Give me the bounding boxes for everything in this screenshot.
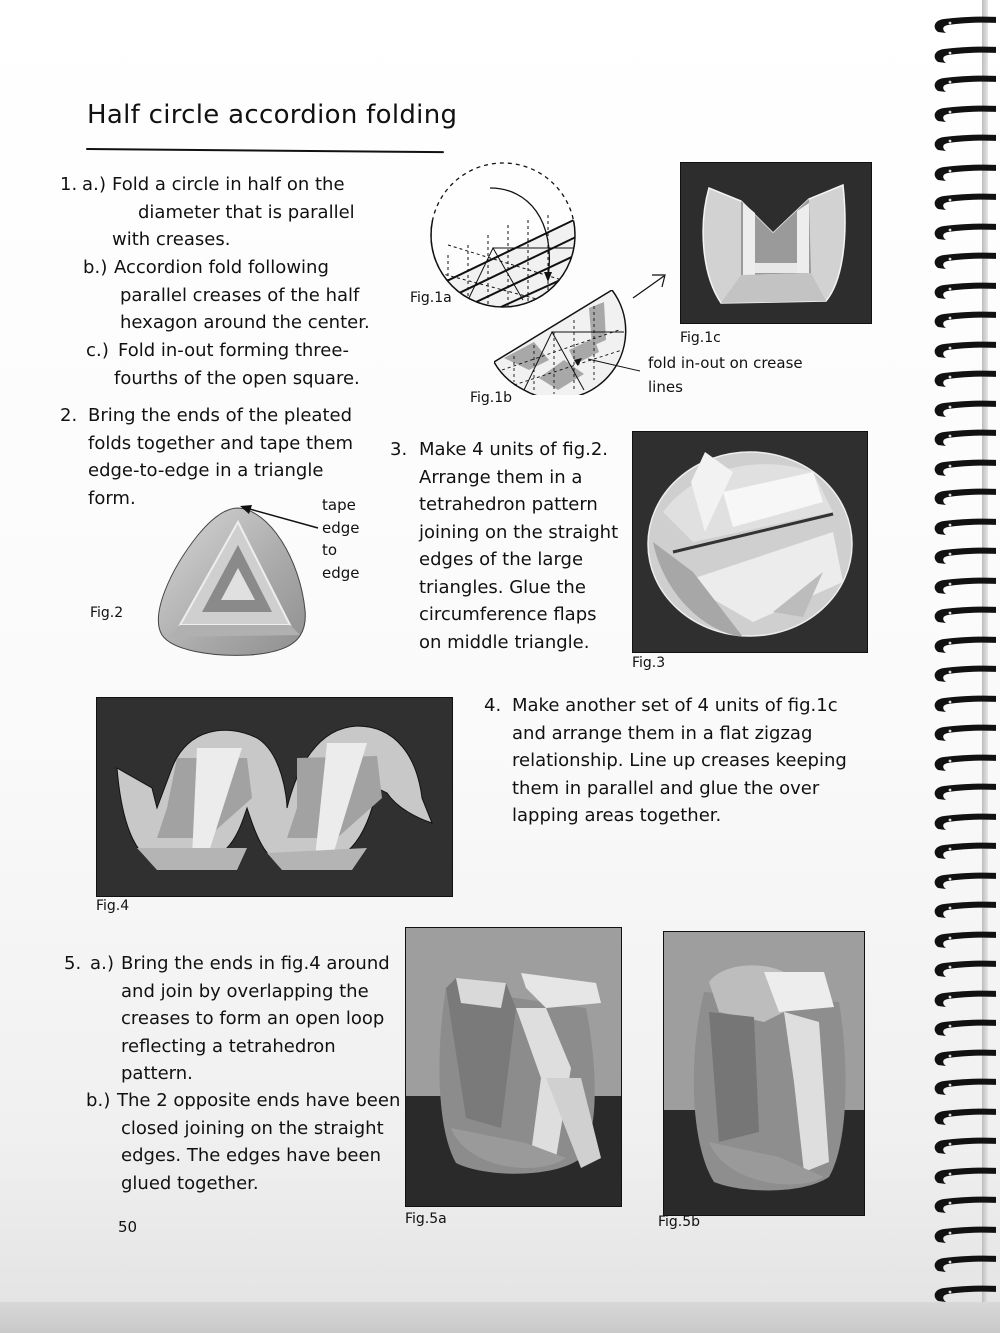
spiral-coil-icon <box>930 516 996 536</box>
figure-1c-photo <box>680 162 872 324</box>
spiral-coil-icon <box>930 427 996 447</box>
figure-1b-caption: Fig.1b <box>470 390 513 406</box>
spiral-coil-icon <box>930 486 996 506</box>
sub-label: a.) <box>90 953 115 974</box>
step-2-text: Bring the ends of the pleated folds together and tape them edge-to-edge in a triangle form. <box>88 405 354 509</box>
spiral-coil-icon <box>930 693 996 713</box>
spiral-coil-icon <box>930 929 996 949</box>
page-number: 50 <box>118 1218 138 1236</box>
spiral-coil-icon <box>930 250 996 270</box>
step-5a-text: Bring the ends in fig.4 around and join by overlapping the creases to form an open loop reflecting a tetrahedron pattern. <box>121 953 390 1084</box>
spiral-coil-icon <box>930 457 996 477</box>
figure-2-caption: Fig.2 <box>90 605 124 621</box>
figure-1b-diagram <box>494 290 629 395</box>
figure-5b-photo <box>663 931 865 1216</box>
spiral-coil-icon <box>930 309 996 329</box>
spiral-coil-icon <box>930 1076 996 1096</box>
spiral-coil-icon <box>930 191 996 211</box>
spiral-coil-icon <box>930 870 996 890</box>
step-1b-text: Accordion fold following parallel creases of the half hexagon around the center. <box>114 257 370 333</box>
pointer-line <box>586 355 642 375</box>
spiral-coil-icon <box>930 575 996 595</box>
figure-1c-annotation: fold in-out on crease lines <box>648 354 803 396</box>
page-bottom-shadow <box>0 1302 1000 1333</box>
spiral-coil-icon <box>930 398 996 418</box>
spiral-coil-icon <box>930 781 996 801</box>
spiral-coil-icon <box>930 899 996 919</box>
spiral-coil-icon <box>930 339 996 359</box>
figure-1a-diagram <box>428 160 578 310</box>
spiral-coil-icon <box>930 988 996 1008</box>
figure-5b-caption: Fig.5b <box>658 1214 701 1230</box>
spiral-coil-icon <box>930 1194 996 1214</box>
step-1a-text: Fold a circle in half on the diameter that is parallel with creases. <box>112 174 355 250</box>
spiral-coil-icon <box>930 221 996 241</box>
step-number: 1. <box>60 174 78 195</box>
spiral-coil-icon <box>930 634 996 654</box>
figure-3-photo <box>632 431 868 653</box>
figure-5a-caption: Fig.5a <box>405 1211 447 1227</box>
figure-5a-photo <box>405 927 622 1207</box>
step-number: 4. <box>484 695 502 716</box>
step-3-text: Make 4 units of fig.2. Arrange them in a tetrahedron pattern joining on the straight edges of the large triangles. Glue the circumference flaps on middle triangle. <box>419 439 619 653</box>
figure-4-photo <box>96 697 453 897</box>
spiral-coil-icon <box>930 840 996 860</box>
spiral-coil-icon <box>930 1135 996 1155</box>
sub-label: b.) <box>86 1090 111 1111</box>
spiral-coil-icon <box>930 811 996 831</box>
spiral-coil-icon <box>930 14 996 34</box>
step-1c-text: Fold in-out forming three- fourths of the open square. <box>114 340 360 389</box>
arrow-icon <box>236 502 320 532</box>
spiral-coil-icon <box>930 1017 996 1037</box>
sub-label: b.) <box>83 257 108 278</box>
figure-1a-caption: Fig.1a <box>410 290 452 306</box>
step-number: 5. <box>64 953 82 974</box>
step-5b-text: The 2 opposite ends have been closed joining on the straight edges. The edges have been glued together. <box>117 1090 401 1194</box>
spiral-coil-icon <box>930 280 996 300</box>
spiral-coil-icon <box>930 722 996 742</box>
spiral-coil-icon <box>930 1047 996 1067</box>
title-underline <box>86 148 444 153</box>
spiral-coil-icon <box>930 1253 996 1273</box>
figure-3-caption: Fig.3 <box>632 655 666 671</box>
spiral-coil-icon <box>930 132 996 152</box>
spiral-coil-icon <box>930 663 996 683</box>
spiral-coil-icon <box>930 752 996 772</box>
spiral-coil-icon <box>930 103 996 123</box>
spiral-coil-icon <box>930 73 996 93</box>
spiral-coil-icon <box>930 1106 996 1126</box>
arrow-icon <box>630 270 670 302</box>
spiral-coil-icon <box>930 44 996 64</box>
figure-4-caption: Fig.4 <box>96 898 130 914</box>
spiral-binding <box>930 14 1000 1314</box>
page-title: Half circle accordion folding <box>87 100 458 130</box>
sub-label: a.) <box>82 174 107 195</box>
spiral-coil-icon <box>930 1224 996 1244</box>
spiral-coil-icon <box>930 604 996 624</box>
figure-1c-caption: Fig.1c <box>680 330 721 346</box>
spiral-coil-icon <box>930 162 996 182</box>
step-number: 2. <box>60 405 78 426</box>
spiral-coil-icon <box>930 545 996 565</box>
sub-label: c.) <box>86 340 109 361</box>
spiral-coil-icon <box>930 958 996 978</box>
step-number: 3. <box>390 439 408 460</box>
spiral-coil-icon <box>930 1283 996 1303</box>
step-4-text: Make another set of 4 units of fig.1c and arrange them in a flat zigzag relationship. Line up creases keeping them in parallel and glue the over lapping areas together. <box>512 695 847 826</box>
spiral-coil-icon <box>930 1165 996 1185</box>
spiral-coil-icon <box>930 368 996 388</box>
